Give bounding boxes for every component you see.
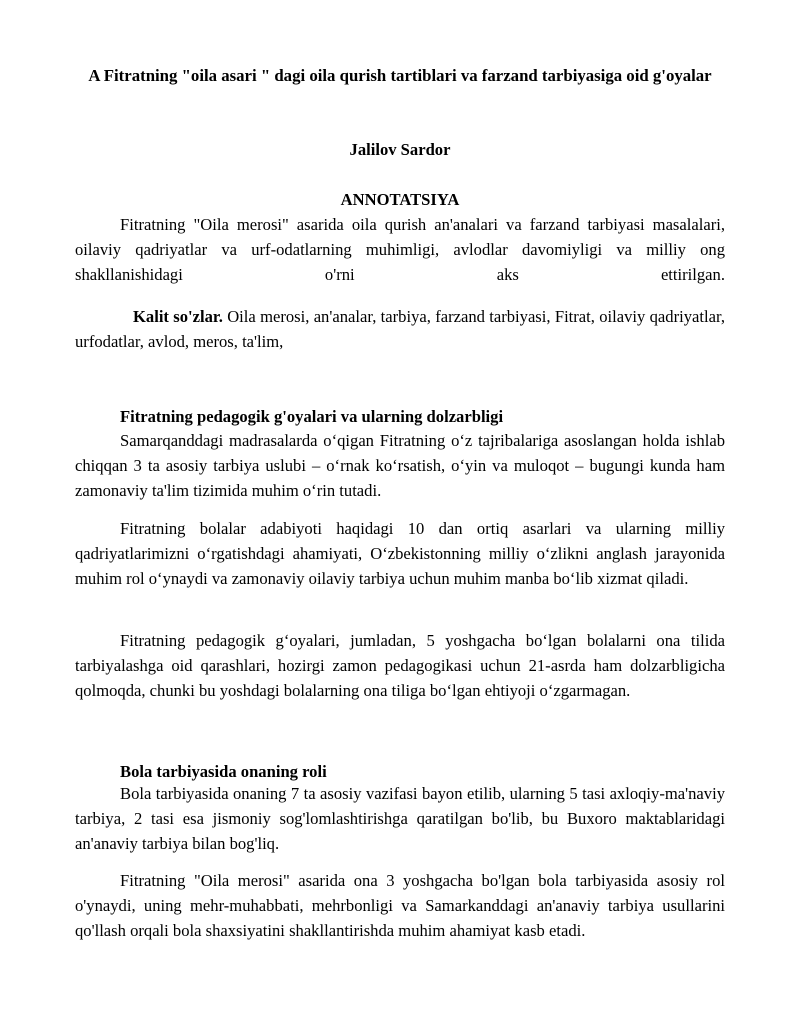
annotation-text: Fitratning "Oila merosi" asarida oila qurish an'analari va farzand tarbiyasi masalalari, oilaviy qadriyatlar va urf-odatlarning muhimligi, avlodlar davomiyligi va milliy ong shakllanishidagi o'rni aks ettirilgan.: [75, 215, 725, 284]
section2-paragraph-1: Bola tarbiyasida onaning 7 ta asosiy vazifasi bayon etilib, ularning 5 tasi axloqiy-ma'naviy tarbiya, 2 tasi esa jismoniy sog'lomlashtirishga qaratilgan bo'lib, bu Buxoro maktablaridagi an'anaviy tarbiya bilan bog'liq.: [75, 784, 725, 853]
section2-paragraph-2: Fitratning "Oila merosi" asarida ona 3 yoshgacha bo'lgan bola tarbiyasida asosiy rol o'ynaydi, uning mehr-muhabbati, mehrbonligi va Samarkanddagi an'anaviy tarbiya usullarini qo'llash orqali bola shaxsiyatini shakllantirishda muhim ahamiyat kasb etadi.: [75, 871, 725, 940]
section1-paragraph-1: Samarqanddagi madrasalarda o‘qigan Fitratning o‘z tajribalariga asoslangan holda ishlab chiqqan 3 ta asosiy tarbiya uslubi – o‘rnak ko‘rsatish, o‘yin va muloqot – bugungi kunda ham zamonaviy ta'lim tizimida muhim o‘rin tutadi.: [75, 431, 725, 500]
section1-paragraph-3: Fitratning pedagogik g‘oyalari, jumladan, 5 yoshgacha bo‘lgan bolalarni ona tilida tarbiyalashga oid qarashlari, hozirgi zamon pedagogikasi uchun 21-asrda ham dolzarbligicha qolmoqda, chunki bu yoshdagi bolalarning ona tiliga bo‘lgan ehtiyoji o‘zgarmagan.: [75, 631, 725, 700]
keywords-label: Kalit so'zlar.: [133, 307, 223, 326]
keywords-text: Oila merosi, an'analar, tarbiya, farzand tarbiyasi, Fitrat, oilaviy qadriyatlar, urfodatlar, avlod, meros, ta'lim,: [75, 307, 725, 351]
section-heading-pedagogical-ideas: Fitratning pedagogik g'oyalari va ularning dolzarbligi: [120, 407, 504, 426]
author-name: Jalilov Sardor: [349, 140, 451, 159]
section1-paragraph-2: Fitratning bolalar adabiyoti haqidagi 10 dan ortiq asarlari va ularning milliy qadriyatlarimizni o‘rgatishdagi ahamiyati, O‘zbekistonning milliy o‘zlikni anglash jarayonida muhim rol o‘ynaydi va zamonaviy oilaviy tarbiya uchun muhim manba bo‘lib xizmat qiladi.: [75, 519, 725, 588]
document-title: A Fitratning "oila asari " dagi oila qurish tartiblari va farzand tarbiyasiga oid g'oyalar: [88, 66, 712, 85]
section-heading-mother-role: Bola tarbiyasida onaning roli: [120, 762, 327, 781]
annotation-heading: ANNOTATSIYA: [340, 190, 460, 209]
keywords-paragraph: [75, 304, 725, 354]
